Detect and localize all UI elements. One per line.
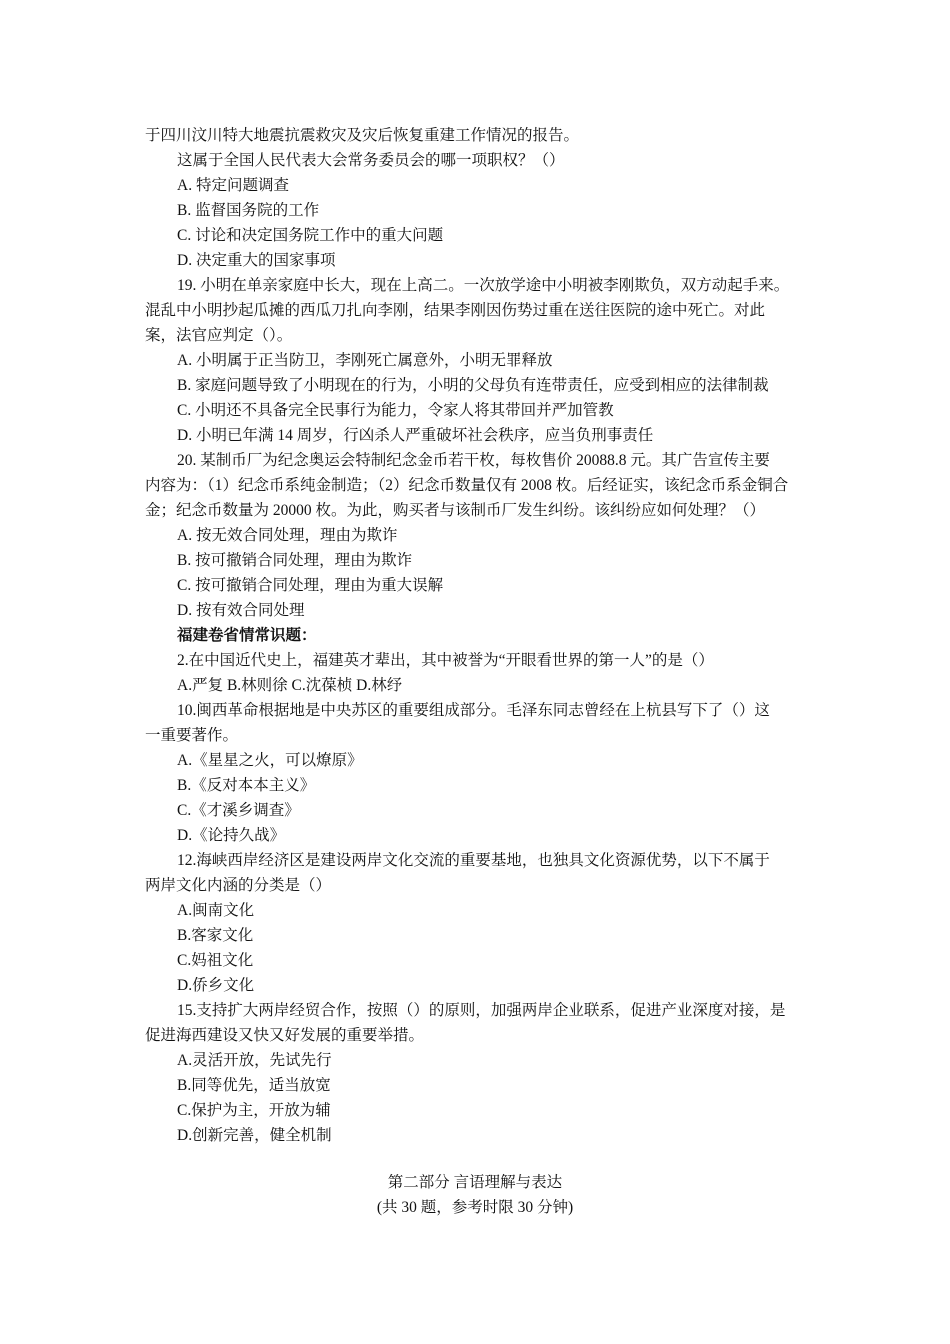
text-line: 内容为：（1）纪念币系纯金制造；（2）纪念币数量仅有 2008 枚。后经证实，该纪念币系金铜合	[145, 477, 789, 494]
text-line: 一重要著作。	[145, 727, 239, 744]
text-line: A.严复 B.林则徐 C.沈葆桢 D.林纾	[177, 677, 403, 694]
text-line: D.创新完善，健全机制	[177, 1127, 332, 1144]
text-line: 10.闽西革命根据地是中央苏区的重要组成部分。毛泽东同志曾经在上杭县写下了（）这	[177, 702, 770, 719]
text-line: 12.海峡西岸经济区是建设两岸文化交流的重要基地，也独具文化资源优势，以下不属于	[177, 852, 770, 869]
text-line: B.《反对本本主义》	[177, 777, 316, 794]
text-line: A.《星星之火，可以燎原》	[177, 752, 363, 769]
text-line: 促进海西建设又快又好发展的重要举措。	[145, 1027, 425, 1044]
text-line: D. 小明已年满 14 周岁，行凶杀人严重破坏社会秩序，应当负刑事责任	[177, 427, 654, 444]
text-line: A.灵活开放，先试先行	[177, 1052, 332, 1069]
text-line: D.《论持久战》	[177, 827, 286, 844]
text-line: D. 决定重大的国家事项	[177, 252, 336, 269]
text-line: B.同等优先，适当放宽	[177, 1077, 331, 1094]
text-line: 这属于全国人民代表大会常务委员会的哪一项职权？（）	[177, 152, 565, 169]
text-line: 案，法官应判定（）。	[145, 327, 293, 344]
section-heading: 福建卷省情常识题：	[177, 627, 317, 644]
text-line: 两岸文化内涵的分类是（）	[145, 877, 332, 894]
section-subtitle: (共 30 题，参考时限 30 分钟)	[376, 1199, 574, 1216]
text-line: A. 特定问题调查	[177, 177, 289, 194]
text-line: C. 小明还不具备完全民事行为能力，令家人将其带回并严加管教	[177, 402, 614, 419]
text-line: C. 按可撤销合同处理，理由为重大误解	[177, 577, 444, 594]
text-line: C.妈祖文化	[177, 952, 254, 969]
text-line: 15.支持扩大两岸经贸合作，按照（）的原则，加强两岸企业联系，促进产业深度对接，是	[177, 1002, 786, 1019]
text-line: D. 按有效合同处理	[177, 602, 305, 619]
text-line: C.《才溪乡调查》	[177, 802, 300, 819]
text-line: B. 按可撤销合同处理，理由为欺诈	[177, 552, 413, 569]
text-line: 20. 某制币厂为纪念奥运会特制纪念金币若干枚，每枚售价 20088.8 元。其广告宣传主要	[177, 452, 770, 469]
text-line: B. 监督国务院的工作	[177, 202, 320, 219]
section-title: 第二部分 言语理解与表达	[387, 1174, 563, 1191]
text-line: B.客家文化	[177, 927, 254, 944]
text-line: C. 讨论和决定国务院工作中的重大问题	[177, 227, 444, 244]
text-line: A.闽南文化	[177, 902, 255, 919]
document-body	[145, 123, 810, 1148]
text-line: 混乱中小明抄起瓜摊的西瓜刀扎向李刚，结果李刚因伤势过重在送往医院的途中死亡。对此	[145, 302, 766, 319]
text-line: D.侨乡文化	[177, 977, 255, 994]
text-line: A. 按无效合同处理，理由为欺诈	[177, 527, 398, 544]
text-line: 19. 小明在单亲家庭中长大，现在上高二。一次放学途中小明被李刚欺负，双方动起手来。	[177, 277, 790, 294]
text-line: B. 家庭问题导致了小明现在的行为，小明的父母负有连带责任，应受到相应的法律制裁	[177, 377, 769, 394]
text-line: 金；纪念币数量为 20000 枚。为此，购买者与该制币厂发生纠纷。该纠纷应如何处理？（）	[145, 502, 766, 519]
text-line: 于四川汶川特大地震抗震救灾及灾后恢复重建工作情况的报告。	[145, 127, 580, 144]
text-line: A. 小明属于正当防卫，李刚死亡属意外，小明无罪释放	[177, 352, 553, 369]
text-line: 2.在中国近代史上，福建英才辈出，其中被誉为“开眼看世界的第一人”的是（）	[177, 652, 714, 669]
text-line: C.保护为主，开放为辅	[177, 1102, 331, 1119]
